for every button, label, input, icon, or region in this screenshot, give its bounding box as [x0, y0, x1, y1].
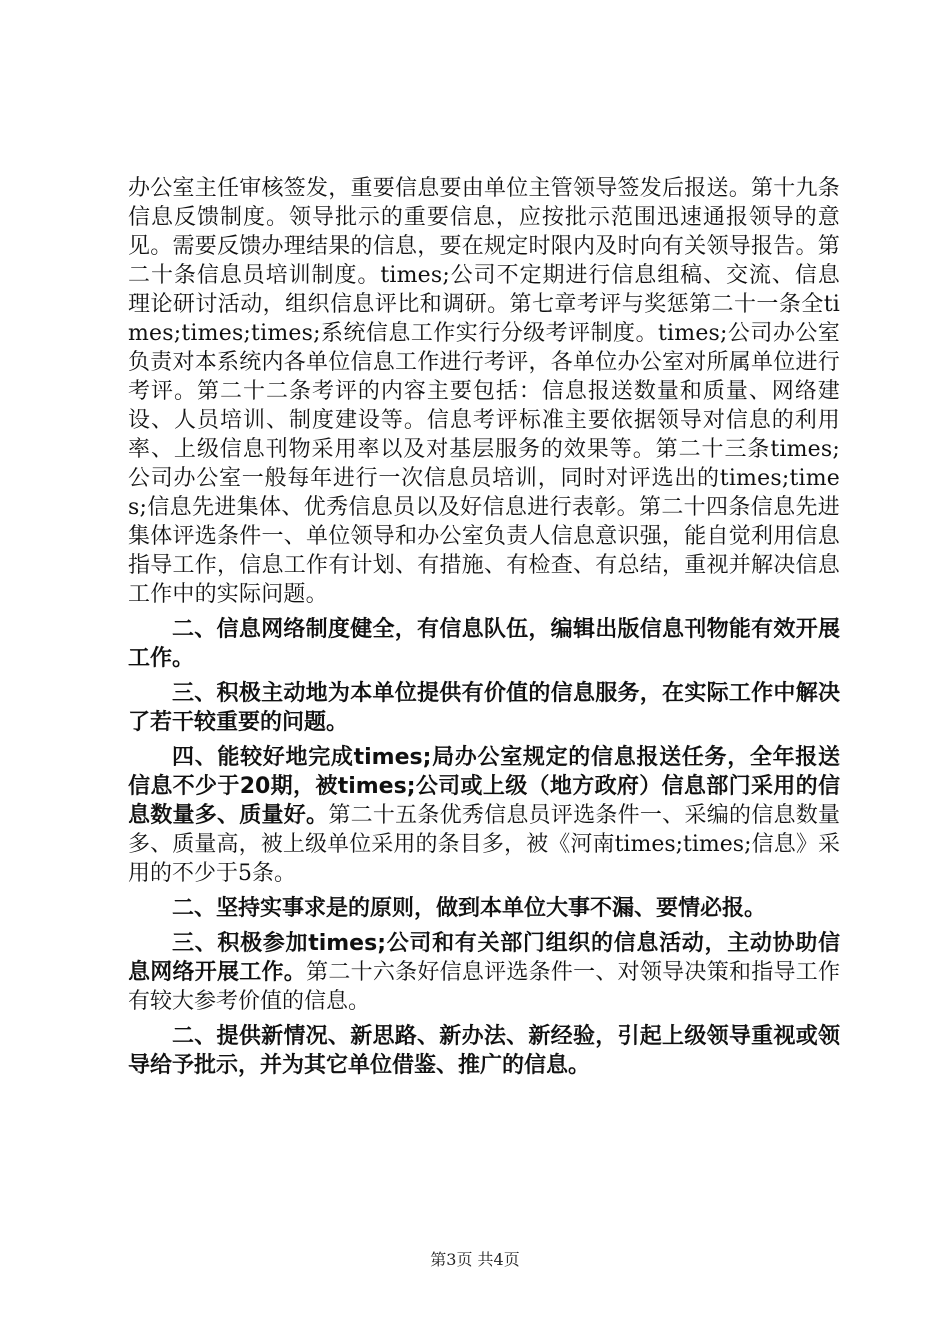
paragraph-4	[128, 743, 840, 888]
paragraph-4-serif: 第二十五条优秀信息员评选条件一、采编的信息数量多、质量高，被上级单位采用的条目多，被《河南times;times;信息》采用的不少于5条。	[128, 803, 840, 886]
paragraph-4-bold: 四、能较好地完成times;局办公室规定的信息报送任务，全年报送信息不少于20期，被times;公司或上级（地方政府）信息部门采用的信息数量多、质量好。	[128, 745, 840, 828]
paragraph-3: 三、积极主动地为本单位提供有价值的信息服务，在实际工作中解决了若干较重要的问题。	[128, 681, 840, 735]
paragraph-6-serif: 第二十六条好信息评选条件一、对领导决策和指导工作有较大参考价值的信息。	[128, 960, 840, 1014]
paragraph-1: 办公室主任审核签发，重要信息要由单位主管领导签发后报送。第十九条信息反馈制度。领导批示的重要信息，应按批示范围迅速通报领导的意见。需要反馈办理结果的信息，要在规定时限内及时向有关领导报告。第二十条信息员培训制度。times;公司不定期进行信息组稿、交流、信息理论研讨活动，组织信息评比和调研。第七章考评与奖惩第二十一条全times;times;times;系统信息工作实行分级考评制度。times;公司办公室负责对本系统内各单位信息工作进行考评，各单位办公室对所属单位进行考评。第二十二条考评的内容主要包括：信息报送数量和质量、网络建设、人员培训、制度建设等。信息考评标准主要依据领导对信息的利用率、上级信息刊物采用率以及对基层服务的效果等。第二十三条times;公司办公室一般每年进行一次信息员培训，同时对评选出的times;times;信息先进集体、优秀信息员以及好信息进行表彰。第二十四条信息先进集体评选条件一、单位领导和办公室负责人信息意识强，能自觉利用信息指导工作，信息工作有计划、有措施、有检查、有总结，重视并解决信息工作中的实际问题。	[128, 176, 840, 607]
paragraph-5: 二、坚持实事求是的原则，做到本单位大事不漏、要情必报。	[172, 896, 767, 921]
document-body	[128, 174, 840, 1080]
paragraph-6	[128, 929, 840, 1016]
page-footer: 第3页 共4页	[430, 1250, 520, 1269]
paragraph-7: 二、提供新情况、新思路、新办法、新经验，引起上级领导重视或领导给予批示，并为其它单位借鉴、推广的信息。	[128, 1024, 840, 1078]
paragraph-2: 二、信息网络制度健全，有信息队伍，编辑出版信息刊物能有效开展工作。	[128, 617, 840, 671]
paragraph-6-bold: 三、积极参加times;公司和有关部门组织的信息活动，主动协助信息网络开展工作。	[128, 931, 840, 985]
